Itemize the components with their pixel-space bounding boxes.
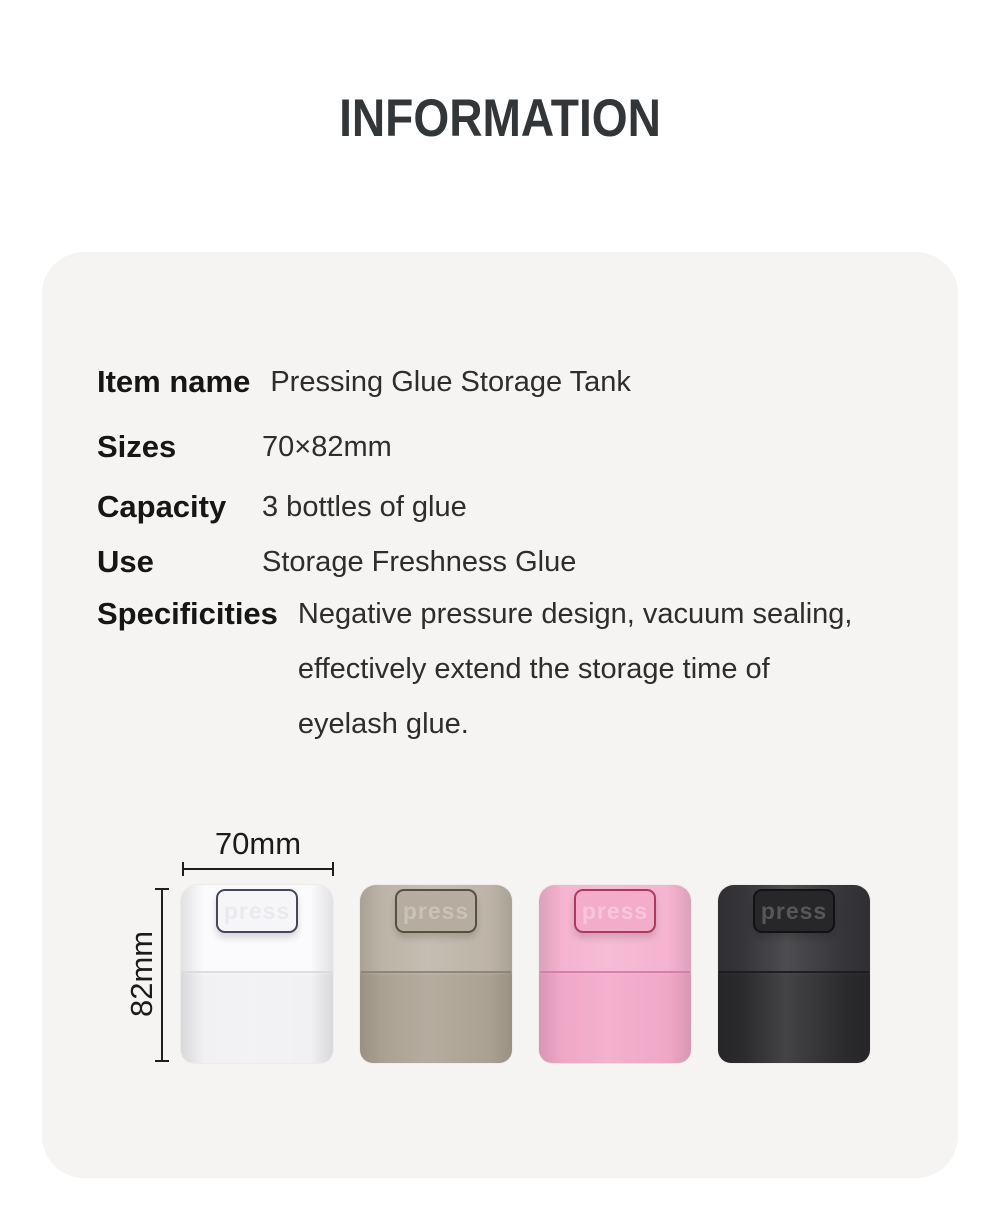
product-tank-white xyxy=(181,885,333,1063)
press-button xyxy=(216,889,298,933)
press-button xyxy=(574,889,656,933)
page-title: INFORMATION xyxy=(339,89,661,148)
spec-value-line: eyelash glue. xyxy=(297,708,469,740)
width-dimension-line xyxy=(182,868,334,870)
spec-value: Storage Freshness Glue xyxy=(262,546,577,578)
width-dimension-label: 70mm xyxy=(214,826,302,861)
spec-label: Capacity xyxy=(97,489,227,524)
spec-value: 3 bottles of glue xyxy=(262,491,467,523)
press-button xyxy=(753,889,835,933)
press-button-label: press xyxy=(223,897,291,924)
spec-row-item-name xyxy=(97,364,922,400)
spec-row-use xyxy=(97,544,922,580)
spec-value xyxy=(298,596,853,742)
spec-value-line: Negative pressure design, vacuum sealing, xyxy=(297,598,853,630)
product-showcase xyxy=(42,820,958,1120)
info-card xyxy=(42,252,958,1178)
press-button-label: press xyxy=(402,897,470,924)
tank-seam xyxy=(540,971,690,973)
spec-row-sizes xyxy=(97,429,922,465)
spec-label: Use xyxy=(97,544,154,579)
spec-label: Item name xyxy=(97,364,251,399)
spec-label: Sizes xyxy=(97,429,177,464)
spec-value-line: effectively extend the storage time of xyxy=(297,653,770,685)
spec-list xyxy=(97,364,922,742)
spec-value: 70×82mm xyxy=(262,431,392,463)
press-button xyxy=(395,889,477,933)
press-button-label: press xyxy=(581,897,649,924)
spec-label: Specificities xyxy=(97,596,278,631)
press-button-label: press xyxy=(760,897,828,924)
product-tank-beige xyxy=(360,885,512,1063)
spec-value: Pressing Glue Storage Tank xyxy=(270,366,631,398)
height-dimension-line xyxy=(161,888,163,1062)
spec-row-specificities xyxy=(97,596,922,742)
spec-row-capacity xyxy=(97,489,922,525)
tank-seam xyxy=(719,971,869,973)
tank-seam xyxy=(361,971,511,973)
height-dimension-label: 82mm xyxy=(124,930,159,1017)
product-tank-pink xyxy=(539,885,691,1063)
product-tank-black xyxy=(718,885,870,1063)
tank-seam xyxy=(182,971,332,973)
